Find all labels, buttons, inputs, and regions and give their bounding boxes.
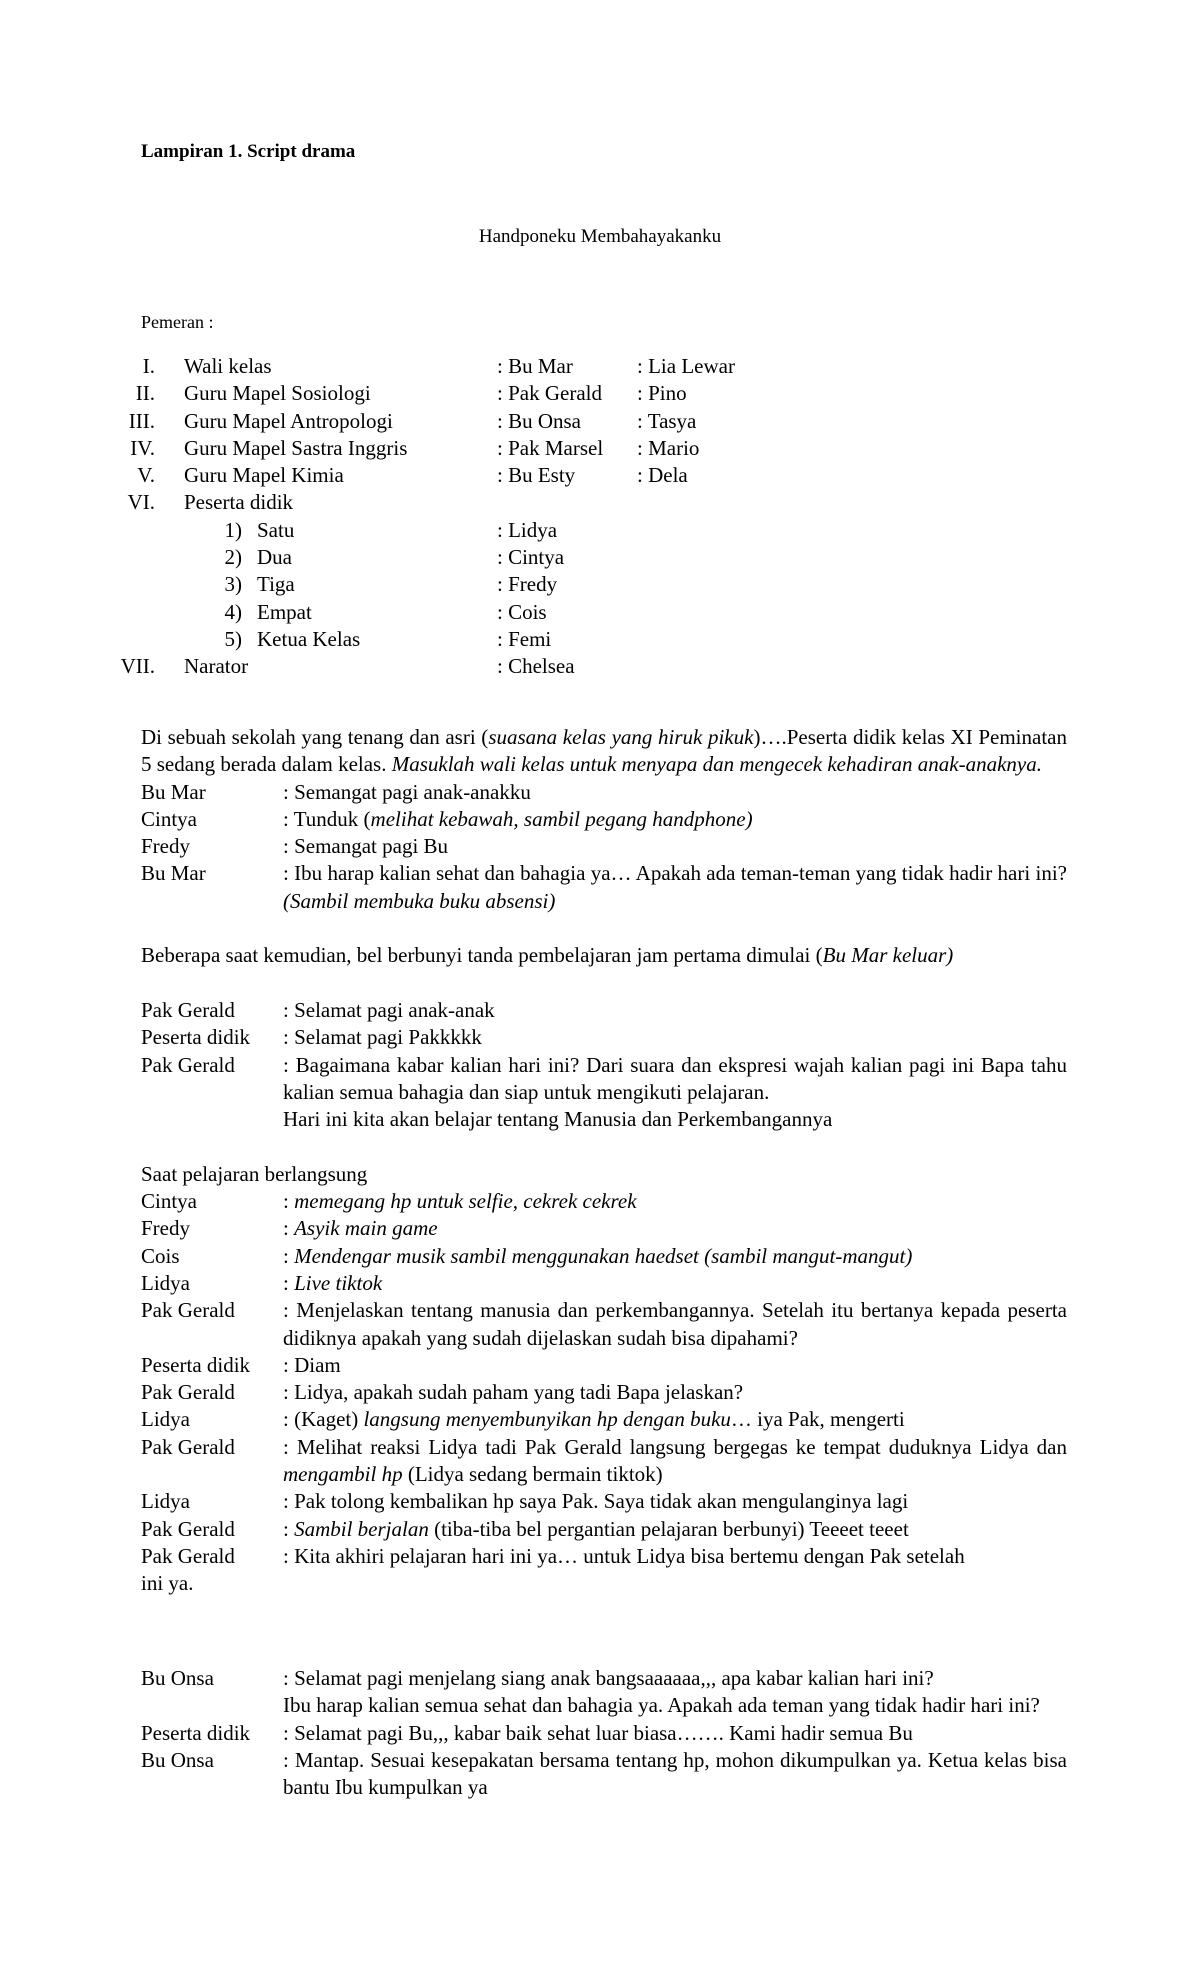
speaker: Bu Onsa	[141, 1666, 214, 1691]
dialogue-text	[283, 1434, 1067, 1489]
dialogue-plain: … iya Pak, mengerti	[730, 1407, 905, 1432]
dialogue-text	[283, 1406, 1067, 1433]
cast-character: : Femi	[497, 626, 552, 651]
speaker: Peserta didik	[141, 1352, 251, 1377]
narration-paragraph: Saat pelajaran berlangsung	[141, 1161, 368, 1186]
speaker: Cintya	[141, 1189, 197, 1214]
stage-direction: memegang hp untuk selfie, cekrek cekrek	[294, 1189, 637, 1214]
script-body	[141, 724, 1067, 1802]
speaker: Peserta didik	[141, 1025, 251, 1050]
stage-direction: Mendengar musik sambil menggunakan haedset (sambil mangut-mangut)	[294, 1243, 913, 1268]
cast-role: Satu	[257, 517, 295, 542]
dialogue-line	[141, 1052, 1067, 1134]
dialogue-line	[141, 1720, 1067, 1747]
cast-sub-number: 5)	[224, 626, 242, 651]
narration-text: Beberapa saat kemudian, bel berbunyi tanda pembelajaran jam pertama dimulai (	[141, 943, 823, 968]
dialogue-line	[141, 806, 1067, 833]
cast-character: : Cintya	[497, 545, 565, 570]
dialogue-line	[141, 997, 1067, 1024]
cast-actor: : Mario	[637, 435, 700, 460]
cast-sub-number: 1)	[224, 517, 242, 542]
stage-direction: mengambil hp	[283, 1462, 403, 1487]
dialogue-text	[283, 1052, 1067, 1134]
dialogue-plain: : Bagaimana kabar kalian hari ini? Dari suara dan ekspresi wajah kalian pagi ini Bapa tahu kalian semua bahagia dan siap untuk mengikuti pelajaran.	[283, 1052, 1067, 1104]
cast-character: : Bu Onsa	[497, 408, 581, 433]
speaker: Bu Onsa	[141, 1747, 214, 1772]
dialogue-text: : Kita akhiri pelajaran hari ini ya… untuk Lidya bisa bertemu dengan Pak setelah	[283, 1543, 965, 1568]
cast-actor: : Tasya	[637, 408, 697, 433]
speaker: Lidya	[141, 1489, 190, 1514]
speaker: Bu Mar	[141, 779, 206, 804]
dialogue-text: : Pak tolong kembalikan hp saya Pak. Saya tidak akan mengulanginya lagi	[283, 1489, 909, 1514]
cast-role: Peserta didik	[184, 490, 294, 515]
dialogue-text: : Diam	[283, 1352, 341, 1377]
dialogue-line	[141, 1270, 1067, 1297]
dialogue-line	[141, 1188, 1067, 1215]
cast-role: Guru Mapel Antropologi	[184, 408, 393, 433]
cast-role: Ketua Kelas	[257, 626, 361, 651]
dialogue-line	[141, 1024, 1067, 1051]
dialogue-text: : Menjelaskan tentang manusia dan perkembangannya. Setelah itu bertanya kepada peserta didiknya apakah yang sudah dijelaskan sudah bisa dipahami?	[283, 1298, 1067, 1350]
dialogue-line	[141, 1543, 1067, 1570]
narration-paragraph	[141, 942, 1067, 969]
dialogue-text	[283, 1665, 1067, 1720]
cast-role: Empat	[257, 599, 312, 624]
dialogue-plain: : Tunduk (	[283, 806, 371, 831]
dialogue-text	[283, 1188, 1067, 1215]
dialogue-plain: Ibu harap kalian semua sehat dan bahagia ya. Apakah ada teman yang tidak hadir hari ini?	[283, 1693, 1040, 1718]
cast-sub-number: 4)	[224, 599, 242, 624]
dialogue-text: : Mantap. Sesuai kesepakatan bersama tentang hp, mohon dikumpulkan ya. Ketua kelas bisa bantu Ibu kumpulkan ya	[283, 1747, 1067, 1800]
cast-character: : Bu Esty	[497, 463, 576, 488]
speaker: Pak Gerald	[141, 1434, 235, 1459]
appendix-heading: Lampiran 1. Script drama	[141, 141, 356, 162]
dialogue-text: : Semangat pagi anak-anakku	[283, 779, 531, 804]
dialogue-text	[283, 1215, 1067, 1242]
cast-label: Pemeran :	[141, 312, 214, 332]
cast-character: : Pak Gerald	[497, 381, 602, 406]
dialogue-line	[141, 1379, 1067, 1406]
cast-number: V.	[137, 463, 155, 488]
dialogue-plain: :	[283, 1189, 295, 1214]
stage-direction: Sambil berjalan	[294, 1516, 429, 1541]
cast-character: : Fredy	[497, 572, 558, 597]
dialogue-line	[141, 1747, 1067, 1802]
cast-number: II.	[135, 381, 155, 406]
dialogue-plain: : (Kaget)	[283, 1407, 364, 1432]
speaker: Pak Gerald	[141, 997, 235, 1022]
dialogue-text: : Lidya, apakah sudah paham yang tadi Bapa jelaskan?	[283, 1380, 744, 1405]
drama-title: Handponeku Membahayakanku	[478, 226, 722, 247]
speaker: Pak Gerald	[141, 1516, 235, 1541]
dialogue-wrap: ini ya.	[141, 1571, 194, 1596]
dialogue-plain: (tiba-tiba bel pergantian pelajaran berbunyi) Teeeet teeet	[428, 1516, 909, 1541]
speaker: Peserta didik	[141, 1720, 251, 1745]
speaker: Pak Gerald	[141, 1052, 235, 1077]
dialogue-text	[283, 1516, 1067, 1543]
speaker: Pak Gerald	[141, 1543, 235, 1568]
dialogue-plain: (Lidya sedang bermain tiktok)	[402, 1462, 663, 1487]
cast-sub-number: 2)	[224, 545, 242, 570]
dialogue-line	[141, 1406, 1067, 1433]
cast-role: Narator	[184, 654, 249, 679]
dialogue-plain: : Melihat reaksi Lidya tadi Pak Gerald langsung bergegas ke tempat duduknya Lidya dan	[283, 1434, 1067, 1459]
dialogue-plain: :	[283, 1516, 295, 1541]
speaker: Pak Gerald	[141, 1380, 235, 1405]
dialogue-line	[141, 860, 1067, 915]
dialogue-line	[141, 1297, 1067, 1352]
cast-number: III.	[128, 408, 155, 433]
speaker: Cintya	[141, 806, 197, 831]
intro-italic: Masuklah wali kelas untuk menyapa dan mengecek kehadiran anak-anaknya.	[391, 752, 1042, 777]
cast-actor: : Dela	[637, 463, 688, 488]
cast-number: VII.	[120, 654, 155, 679]
dialogue-text: : Selamat pagi Bu,,, kabar baik sehat luar biasa……. Kami hadir semua Bu	[283, 1720, 913, 1745]
cast-role: Guru Mapel Kimia	[184, 463, 344, 488]
intro-text: )….Peserta didik kelas XI Peminatan 5 sedang berada dalam kelas.	[141, 725, 1067, 777]
dialogue-line	[141, 1352, 1067, 1379]
cast-role: Dua	[257, 545, 292, 570]
dialogue-plain: :	[283, 1243, 295, 1268]
cast-actor: : Pino	[637, 381, 687, 406]
intro-text: Di sebuah sekolah yang tenang dan asri (	[141, 725, 489, 749]
stage-direction: melihat kebawah, sambil pegang handphone)	[370, 806, 753, 831]
stage-direction: Live tiktok	[294, 1270, 383, 1295]
cast-character: : Lidya	[497, 517, 558, 542]
cast-number: IV.	[130, 435, 155, 460]
dialogue-line	[141, 1434, 1067, 1489]
cast-role: Guru Mapel Sastra Inggris	[184, 435, 408, 460]
dialogue-plain: : Selamat pagi menjelang siang anak bangsaaaaaa,,, apa kabar kalian hari ini?	[283, 1666, 934, 1691]
dialogue-line	[141, 1243, 1067, 1270]
cast-role: Tiga	[257, 572, 295, 597]
dialogue-line	[141, 1488, 1067, 1515]
cast-character: : Cois	[497, 599, 547, 624]
dialogue-plain: Hari ini kita akan belajar tentang Manusia dan Perkembangannya	[283, 1107, 833, 1132]
speaker: Lidya	[141, 1407, 190, 1432]
speaker: Bu Mar	[141, 861, 206, 886]
stage-direction: (Sambil membuka buku absensi)	[283, 888, 556, 913]
speaker: Lidya	[141, 1270, 190, 1295]
dialogue-text	[283, 1270, 1067, 1297]
dialogue-line	[141, 1665, 1067, 1720]
dialogue-text	[283, 806, 1067, 833]
dialogue-plain: : Ibu harap kalian sehat dan bahagia ya… Apakah ada teman-teman yang tidak hadir hari ini?	[283, 861, 1067, 886]
dialogue-plain: :	[283, 1270, 295, 1295]
dialogue-line	[141, 833, 1067, 860]
speaker: Fredy	[141, 834, 190, 859]
stage-direction: Asyik main game	[294, 1216, 438, 1241]
cast-sub-number: 3)	[224, 572, 242, 597]
cast-character: : Bu Mar	[497, 354, 573, 378]
intro-italic: suasana kelas yang hiruk pikuk	[488, 725, 754, 749]
speaker: Fredy	[141, 1216, 190, 1241]
dialogue-text: : Selamat pagi anak-anak	[283, 997, 495, 1022]
dialogue-line	[141, 779, 1067, 806]
cast-character: : Pak Marsel	[497, 435, 604, 460]
cast-role: Guru Mapel Sosiologi	[184, 381, 371, 406]
stage-direction: langsung menyembunyikan hp dengan buku	[363, 1407, 731, 1432]
dialogue-text: : Selamat pagi Pakkkkk	[283, 1025, 482, 1050]
dialogue-text: : Semangat pagi Bu	[283, 834, 449, 859]
dialogue-text	[283, 1243, 1067, 1270]
cast-character: : Chelsea	[497, 654, 575, 679]
intro-paragraph	[141, 724, 1067, 779]
cast-number: I.	[142, 354, 155, 378]
dialogue-line	[141, 1516, 1067, 1543]
cast-role: Wali kelas	[184, 354, 272, 378]
cast-actor: : Lia Lewar	[637, 354, 735, 378]
dialogue-line	[141, 1215, 1067, 1242]
speaker: Pak Gerald	[141, 1298, 235, 1323]
speaker: Cois	[141, 1243, 180, 1268]
dialogue-plain: :	[283, 1216, 295, 1241]
dialogue-text	[283, 860, 1067, 915]
stage-direction: Bu Mar keluar)	[822, 943, 954, 968]
cast-number: VI.	[127, 490, 155, 515]
